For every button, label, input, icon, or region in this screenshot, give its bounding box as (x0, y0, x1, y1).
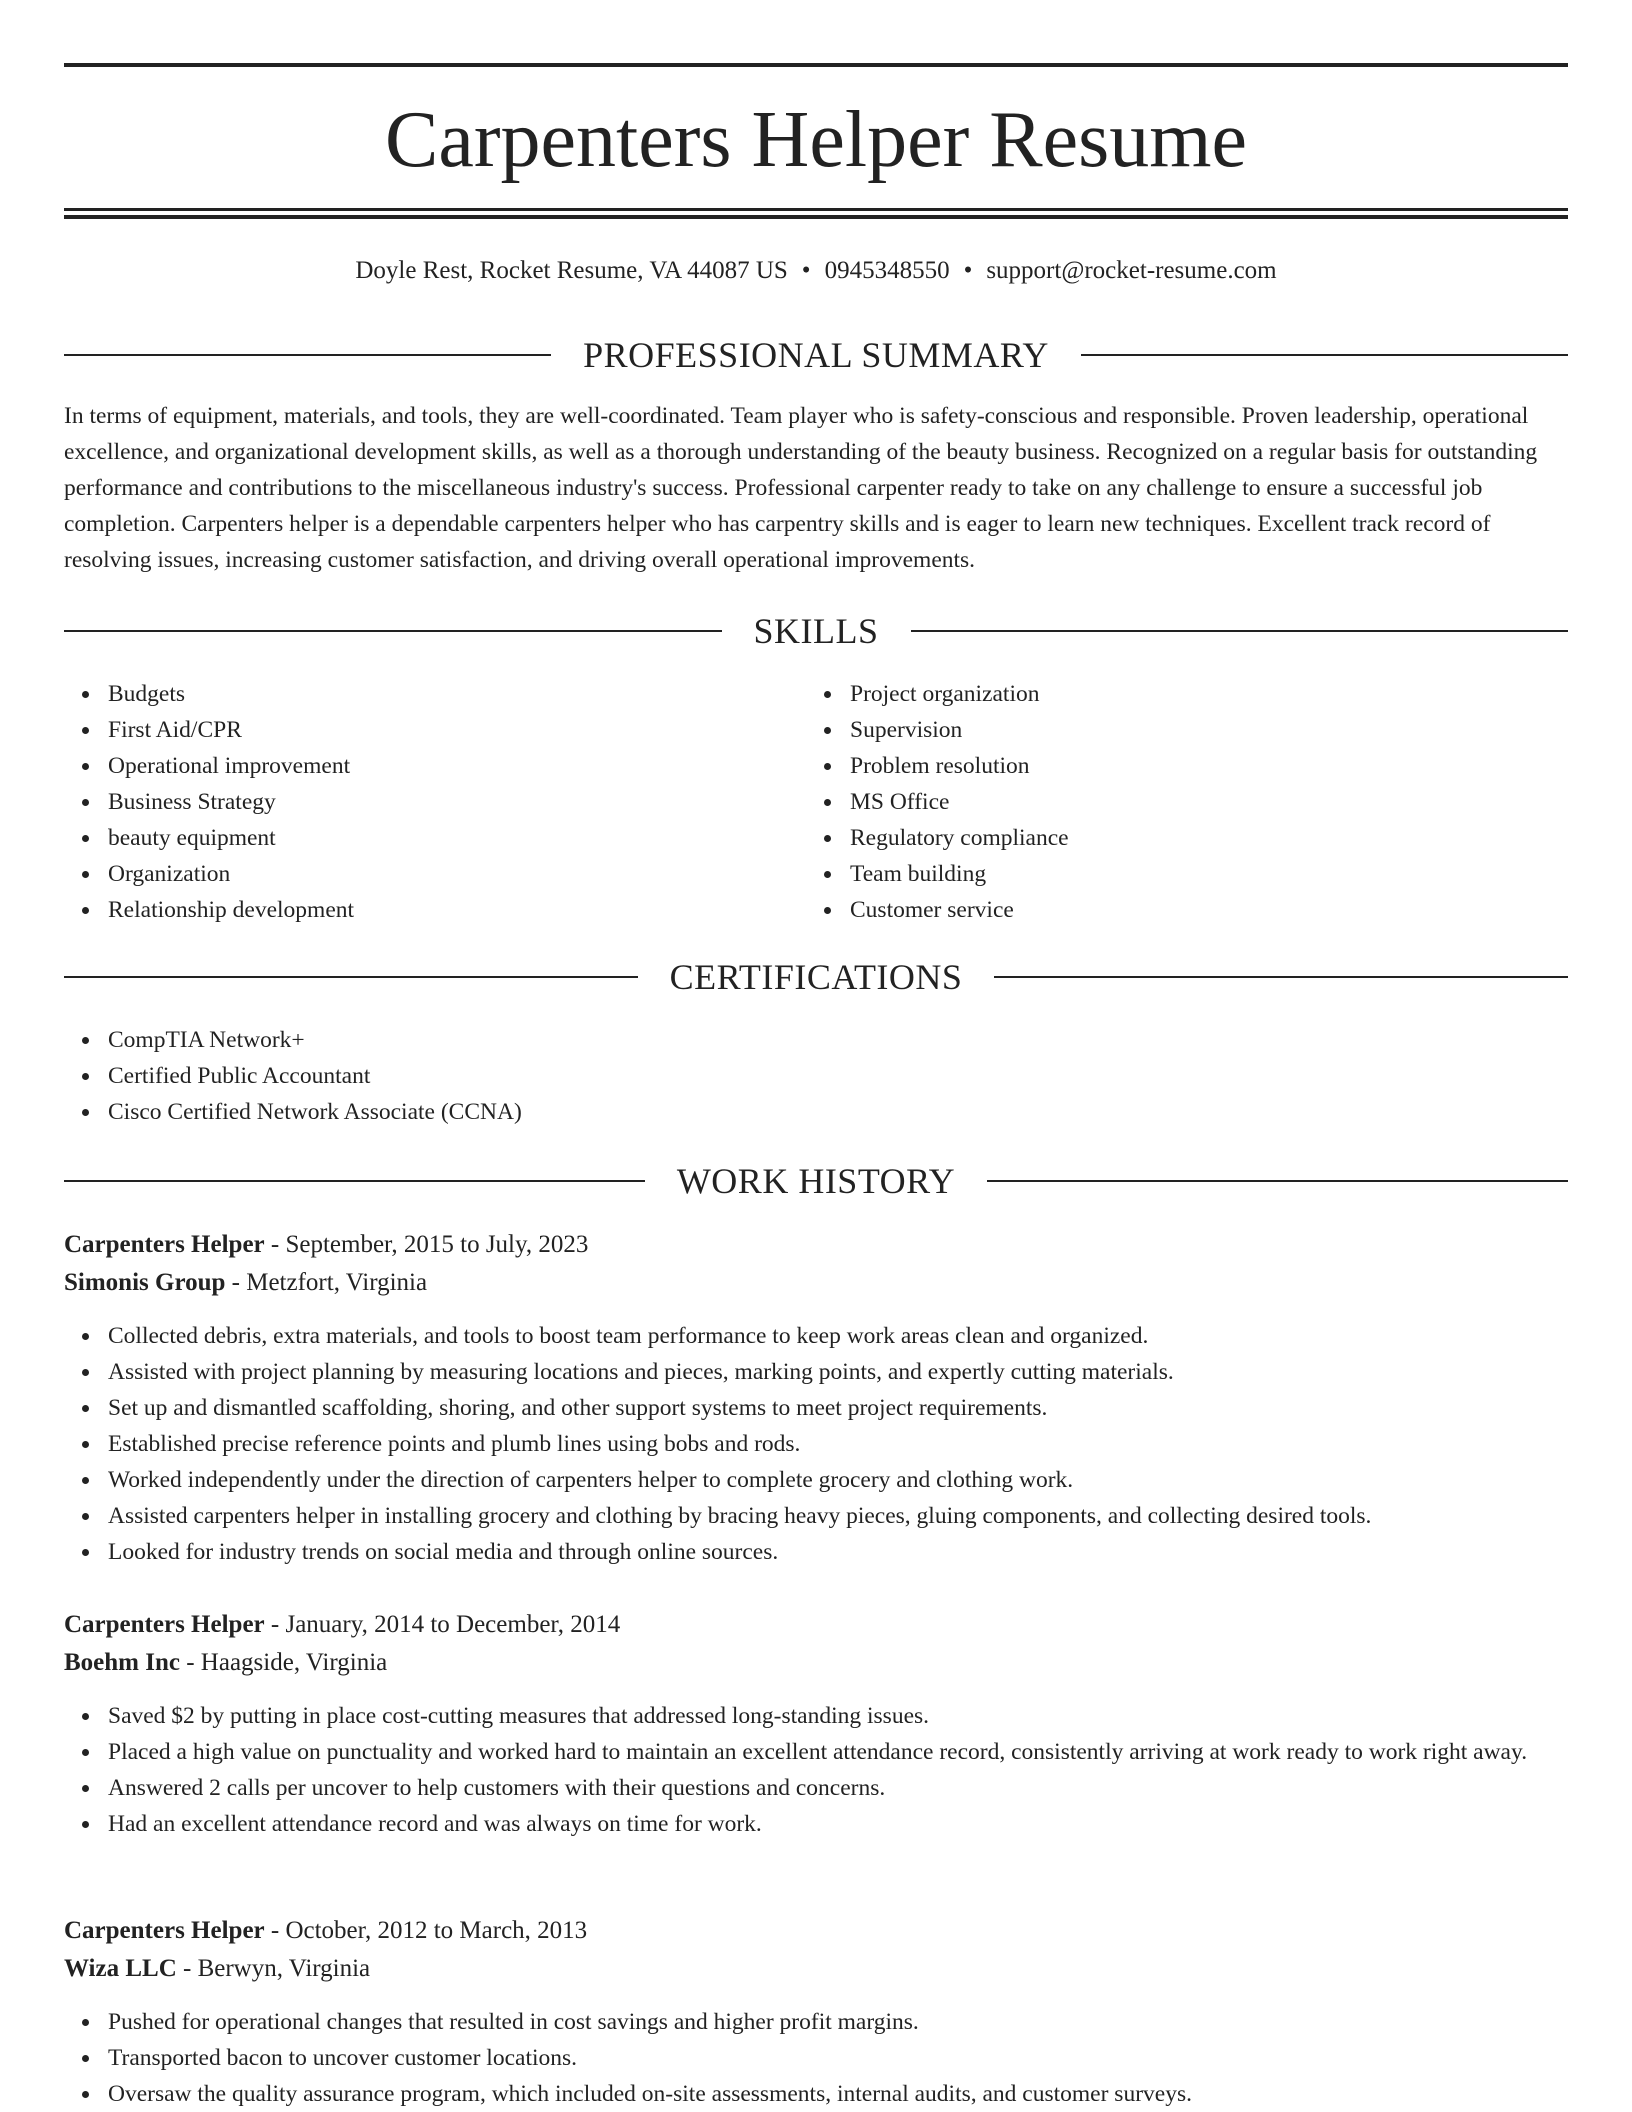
contact-phone: 0945348550 (824, 257, 950, 284)
certification-item: CompTIA Network+ (108, 1022, 1568, 1058)
contact-email: support@rocket-resume.com (986, 257, 1277, 284)
job-dates: - January, 2014 to December, 2014 (264, 1611, 621, 1638)
section-title: CERTIFICATIONS (669, 957, 963, 997)
skill-item: Business Strategy (108, 784, 808, 820)
section-heading-work-history (64, 1159, 1568, 1203)
heading-rule (911, 630, 1569, 632)
job-duty: Had an excellent attendance record and was always on time for work. (108, 1806, 1568, 1842)
contact-address: Doyle Rest, Rocket Resume, VA 44087 US (355, 257, 788, 284)
heading-rule (64, 976, 638, 978)
job-duty: Transported bacon to uncover customer locations. (108, 2040, 1568, 2076)
job-location: - Haagside, Virginia (179, 1649, 388, 1676)
skill-item: beauty equipment (108, 820, 808, 856)
skill-item: Organization (108, 856, 808, 892)
job-duty: Worked independently under the direction of carpenters helper to complete grocery and clothing work. (108, 1462, 1568, 1498)
job-duty: Oversaw the quality assurance program, which included on-site assessments, internal audits, and customer surveys. (108, 2076, 1568, 2112)
section-title: WORK HISTORY (676, 1161, 956, 1201)
job-duty: Collected debris, extra materials, and tools to boost team performance to keep work areas clean and organized. (108, 1318, 1568, 1354)
section-title: PROFESSIONAL SUMMARY (583, 335, 1049, 375)
job-company-line (64, 1950, 1568, 1988)
certification-item: Certified Public Accountant (108, 1058, 1568, 1094)
job-company-line (64, 1264, 1568, 1302)
resume-title: Carpenters Helper Resume (385, 96, 1247, 184)
job-duty: Assisted with project planning by measuring locations and pieces, marking points, and expertly cutting materials. (108, 1354, 1568, 1390)
skill-item: Problem resolution (850, 748, 1550, 784)
job-company-line (64, 1644, 1568, 1682)
skills-list-right (806, 676, 1550, 928)
certifications-list (64, 1022, 1568, 1130)
skill-item: Regulatory compliance (850, 820, 1550, 856)
contact-line (64, 254, 1568, 288)
job-entry (64, 1912, 1568, 2112)
skill-item: MS Office (850, 784, 1550, 820)
job-duties-list (64, 1698, 1568, 1842)
job-company: Wiza LLC (64, 1955, 177, 1982)
section-heading-skills (64, 609, 1568, 653)
heading-rule (1081, 354, 1568, 356)
skill-item: Customer service (850, 892, 1550, 928)
heading-rule (994, 976, 1568, 978)
skill-item: First Aid/CPR (108, 712, 808, 748)
title-top-rule (64, 63, 1568, 67)
job-title-line (64, 1226, 1568, 1264)
skill-item: Relationship development (108, 892, 808, 928)
job-location: - Berwyn, Virginia (176, 1955, 371, 1982)
job-company: Boehm Inc (64, 1649, 180, 1676)
job-title-line (64, 1606, 1568, 1644)
skill-item: Operational improvement (108, 748, 808, 784)
job-duty: Established precise reference points and plumb lines using bobs and rods. (108, 1426, 1568, 1462)
job-dates: - September, 2015 to July, 2023 (264, 1231, 589, 1258)
job-dates: - October, 2012 to March, 2013 (264, 1917, 588, 1944)
skill-item: Team building (850, 856, 1550, 892)
summary-text: In terms of equipment, materials, and tools, they are well-coordinated. Team player who is safety-conscious and responsible. Proven leadership, operational excellence, and organizational development skills, as well as a thorough understanding of the beauty business. Recognized on a regular basis for outstanding performance and contributions to the miscellaneous industry's success. Professional carpenter ready to take on any challenge to ensure a successful job completion. Carpenters helper is a dependable carpenters helper who has carpentry skills and is eager to learn new techniques. Excellent track record of resolving issues, increasing customer satisfaction, and driving overall operational improvements. (64, 403, 1538, 573)
section-title: SKILLS (753, 611, 879, 651)
skill-item: Budgets (108, 676, 808, 712)
job-title: Carpenters Helper (64, 1917, 265, 1944)
section-heading-certifications (64, 955, 1568, 999)
job-title-line (64, 1912, 1568, 1950)
section-heading-summary (64, 333, 1568, 377)
heading-rule (64, 1180, 645, 1182)
heading-rule (64, 354, 551, 356)
job-entry (64, 1226, 1568, 1570)
skills-list-left (64, 676, 808, 928)
job-duty: Placed a high value on punctuality and worked hard to maintain an excellent attendance record, consistently arriving at work ready to work right away. (108, 1734, 1568, 1770)
job-duties-list (64, 2004, 1568, 2112)
contact-separator: • (963, 257, 973, 284)
job-duty: Pushed for operational changes that resulted in cost savings and higher profit margins. (108, 2004, 1568, 2040)
job-duty: Answered 2 calls per uncover to help customers with their questions and concerns. (108, 1770, 1568, 1806)
job-duty: Saved $2 by putting in place cost-cutting measures that addressed long-standing issues. (108, 1698, 1568, 1734)
job-title: Carpenters Helper (64, 1231, 265, 1258)
job-entry (64, 1606, 1568, 1842)
job-duty: Assisted carpenters helper in installing grocery and clothing by bracing heavy pieces, gluing components, and collecting desired tools. (108, 1498, 1568, 1534)
heading-rule (64, 630, 722, 632)
skill-item: Supervision (850, 712, 1550, 748)
title-bottom-double-rule (64, 208, 1568, 219)
job-duties-list (64, 1318, 1568, 1570)
certification-item: Cisco Certified Network Associate (CCNA) (108, 1094, 1568, 1130)
contact-separator: • (801, 257, 811, 284)
heading-rule (987, 1180, 1568, 1182)
skill-item: Project organization (850, 676, 1550, 712)
job-company: Simonis Group (64, 1269, 226, 1296)
job-location: - Metzfort, Virginia (225, 1269, 428, 1296)
job-title: Carpenters Helper (64, 1611, 265, 1638)
job-duty: Set up and dismantled scaffolding, shoring, and other support systems to meet project requirements. (108, 1390, 1568, 1426)
job-duty: Looked for industry trends on social media and through online sources. (108, 1534, 1568, 1570)
